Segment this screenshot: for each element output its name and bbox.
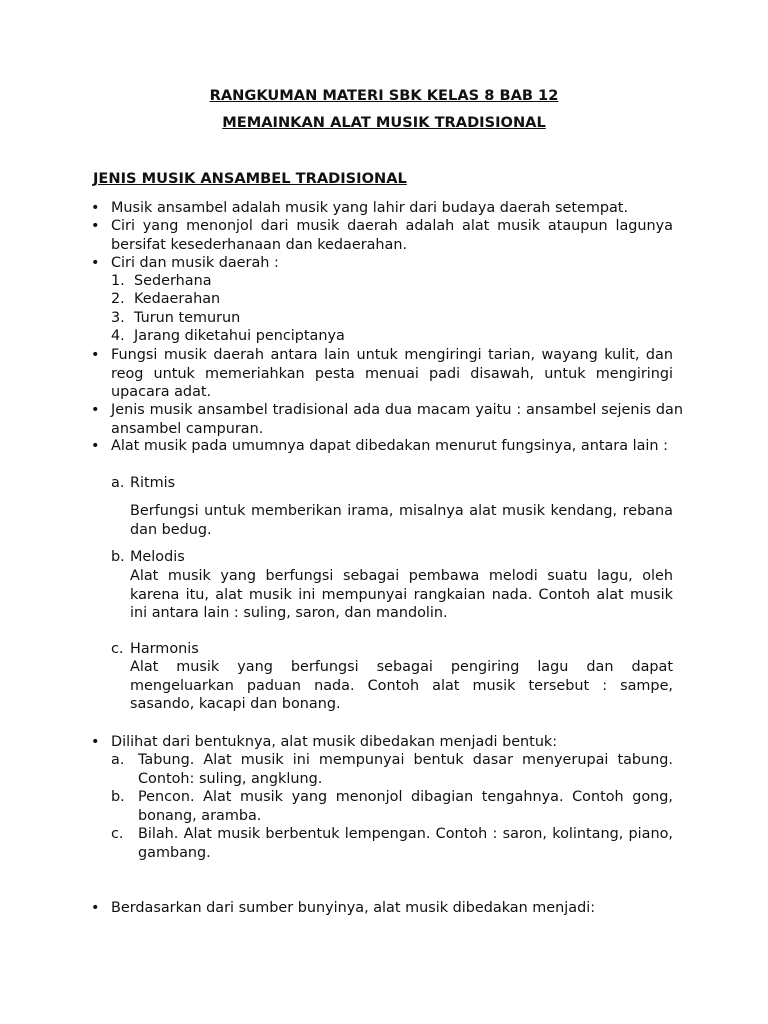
bentuk-text: Bilah. Alat musik berbentuk lempengan. Contoh : saron, kolintang, piano, gambang. <box>138 826 673 861</box>
fungsi-label: Ritmis <box>130 475 176 491</box>
list-text: Kedaerahan <box>134 291 221 307</box>
bullet-text: Musik ansambel adalah musik yang lahir dari budaya daerah setempat. <box>111 200 629 216</box>
list-item <box>111 327 671 346</box>
bentuk-item <box>111 825 673 862</box>
bullet-icon: • <box>91 438 100 454</box>
bullet-icon: • <box>91 200 100 216</box>
bullet-icon: • <box>91 402 100 418</box>
document-title: RANGKUMAN MATERI SBK KELAS 8 BAB 12 <box>209 87 559 104</box>
fungsi-marker: c. <box>111 641 124 657</box>
list-number: 1. <box>111 273 125 289</box>
fungsi-description: Berfungsi untuk memberikan irama, misalnya alat musik kendang, rebana dan bedug. <box>130 503 673 538</box>
bullet-text: Ciri dan musik daerah : <box>111 255 279 271</box>
bullet-icon: • <box>91 900 100 916</box>
fungsi-marker: a. <box>111 475 125 491</box>
bentuk-item <box>111 751 673 788</box>
bentuk-marker: a. <box>111 752 125 768</box>
section-heading: JENIS MUSIK ANSAMBEL TRADISIONAL <box>93 170 407 187</box>
bullet-text: Dilihat dari bentuknya, alat musik dibedakan menjadi bentuk: <box>111 734 558 750</box>
bentuk-item <box>111 788 673 825</box>
bullet-item <box>91 199 691 218</box>
bullet-item <box>91 254 691 273</box>
fungsi-item <box>111 474 673 493</box>
bullet-item <box>91 733 691 752</box>
bentuk-text: Pencon. Alat musik yang menonjol dibagian tengahnya. Contoh gong, bonang, aramba. <box>138 789 673 824</box>
bullet-icon: • <box>91 734 100 750</box>
list-text: Turun temurun <box>134 310 241 326</box>
bullet-icon: • <box>91 255 100 271</box>
bullet-item <box>91 899 691 918</box>
list-text: Sederhana <box>134 273 212 289</box>
list-item <box>111 290 671 309</box>
bullet-text: Berdasarkan dari sumber bunyinya, alat musik dibedakan menjadi: <box>111 900 596 916</box>
bullet-icon: • <box>91 218 100 234</box>
fungsi-item <box>111 548 673 567</box>
bentuk-marker: b. <box>111 789 125 805</box>
bullet-item <box>91 346 673 402</box>
bullet-text: Alat musik pada umumnya dapat dibedakan menurut fungsinya, antara lain : <box>111 438 668 454</box>
list-item <box>111 272 671 291</box>
list-number: 4. <box>111 328 125 344</box>
bullet-item <box>91 401 683 438</box>
fungsi-description: Alat musik yang berfungsi sebagai pengiring lagu dan dapat mengeluarkan paduan nada. Contoh alat musik tersebut : sampe, sasando, kacapi dan bonang. <box>130 659 673 712</box>
fungsi-label: Melodis <box>130 549 185 565</box>
bullet-icon: • <box>91 347 100 363</box>
fungsi-item <box>111 640 673 659</box>
document-subtitle: MEMAINKAN ALAT MUSIK TRADISIONAL <box>222 114 546 131</box>
bentuk-text: Tabung. Alat musik ini mempunyai bentuk dasar menyerupai tabung. Contoh: suling, angklung. <box>138 752 673 787</box>
bullet-text: Ciri yang menonjol dari musik daerah adalah alat musik ataupun lagunya bersifat kesederhanaan dan kedaerahan. <box>111 218 673 253</box>
bullet-item <box>91 217 673 254</box>
list-text: Jarang diketahui penciptanya <box>134 328 345 344</box>
fungsi-marker: b. <box>111 549 125 565</box>
fungsi-label: Harmonis <box>130 641 199 657</box>
list-item <box>111 309 671 328</box>
bullet-text: Jenis musik ansambel tradisional ada dua macam yaitu : ansambel sejenis dan ansambel campuran. <box>111 402 683 437</box>
bullet-text: Fungsi musik daerah antara lain untuk mengiringi tarian, wayang kulit, dan reog untuk memeriahkan pesta menuai padi disawah, untuk mengiringi upacara adat. <box>111 347 673 400</box>
list-number: 3. <box>111 310 125 326</box>
bullet-item <box>91 437 692 456</box>
bentuk-marker: c. <box>111 826 124 842</box>
list-number: 2. <box>111 291 125 307</box>
fungsi-description: Alat musik yang berfungsi sebagai pembawa melodi suatu lagu, oleh karena itu, alat musik ini mempunyai rangkaian nada. Contoh alat musik ini antara lain : suling, saron, dan mandolin. <box>130 568 673 621</box>
